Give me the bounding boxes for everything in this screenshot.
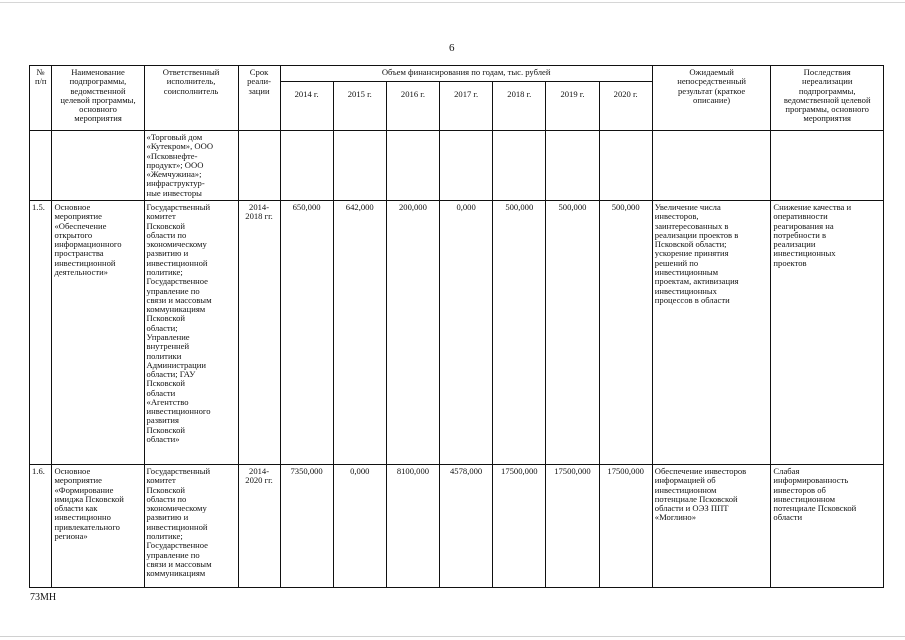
row-term [238,131,280,201]
header-consequences: Последствия нереализации подпрограммы, ведомственной целевой программы, основного мероприятия [771,66,884,131]
row-value [386,131,439,201]
row-executor: Государственный комитет Псковской области по экономическому развитию и инвестиционной политике; Государственное управление по связи и массовым коммуникациям [144,465,238,588]
page-number: 6 [449,42,455,54]
row-no: 1.6. [30,465,52,588]
header-year: 2018 г. [493,82,546,131]
row-value: 17500,000 [546,465,599,588]
table-row [30,131,884,201]
row-value: 17500,000 [493,465,546,588]
row-value: 0,000 [440,201,493,465]
header-year: 2015 г. [333,82,386,131]
row-value: 17500,000 [599,465,652,588]
row-value [440,131,493,201]
header-row-1 [30,66,884,82]
row-value: 500,000 [599,201,652,465]
header-year: 2017 г. [440,82,493,131]
row-value: 200,000 [386,201,439,465]
header-year: 2019 г. [546,82,599,131]
row-executor: «Торговый дом «Кутекром», ООО «Псковнефте- продукт»; ООО «Жемчужина»; инфраструктур- ные инвесторы [144,131,238,201]
header-executor: Ответственный исполнитель, соисполнитель [144,66,238,131]
row-value [546,131,599,201]
header-term: Срок реали- зации [238,66,280,131]
row-name: Основное мероприятие «Обеспечение открытого информационного пространства инвестиционной деятельности» [52,201,144,465]
header-no: № п/п [30,66,52,131]
row-value: 650,000 [280,201,333,465]
header-funding: Объем финансирования по годам, тыс. рублей [280,66,652,82]
row-value: 642,000 [333,201,386,465]
row-consequences: Слабая информированность инвесторов об инвестиционном потенциале Псковской области [771,465,884,588]
row-value: 500,000 [493,201,546,465]
row-value: 4578,000 [440,465,493,588]
row-value [493,131,546,201]
row-no [30,131,52,201]
table-row [30,201,884,465]
header-year: 2020 г. [599,82,652,131]
row-name: Основное мероприятие «Формирование имиджа Псковской области как инвестиционно привлекательного региона» [52,465,144,588]
row-no: 1.5. [30,201,52,465]
row-result: Увеличение числа инвесторов, заинтересованных в реализации проектов в Псковской области; ускорение принятия решений по инвестиционным проектам, активизация инвестиционных процессов в области [652,201,771,465]
row-value: 7350,000 [280,465,333,588]
row-result [652,131,771,201]
row-value: 500,000 [546,201,599,465]
row-consequences [771,131,884,201]
row-result: Обеспечение инвесторов информацией об инвестиционном потенциале Псковской области и ОЭЗ ППТ «Моглино» [652,465,771,588]
funding-table [29,65,884,588]
header-result: Ожидаемый непосредственный результат (краткое описание) [652,66,771,131]
row-value: 0,000 [333,465,386,588]
header-year: 2016 г. [386,82,439,131]
header-year: 2014 г. [280,82,333,131]
row-executor: Государственный комитет Псковской области по экономическому развитию и инвестиционной политике; Государственное управление по связи и массовым коммуникациям Псковской области; Управление внутренней политики Администрации области; ГАУ Псковской области «Агентство инвестиционного развития Псковской области» [144,201,238,465]
scan-edge-bottom [0,636,905,637]
row-term: 2014- 2020 гг. [238,465,280,588]
scan-edge-top [0,2,905,3]
row-name [52,131,144,201]
header-name: Наименование подпрограммы, ведомственной целевой программы, основного мероприятия [52,66,144,131]
table-row [30,465,884,588]
document-code: 73МН [30,592,57,603]
row-value [280,131,333,201]
row-value: 8100,000 [386,465,439,588]
row-consequences: Снижение качества и оперативности реагирования на потребности в реализации инвестиционных проектов [771,201,884,465]
row-value [333,131,386,201]
row-term: 2014- 2018 гг. [238,201,280,465]
row-value [599,131,652,201]
